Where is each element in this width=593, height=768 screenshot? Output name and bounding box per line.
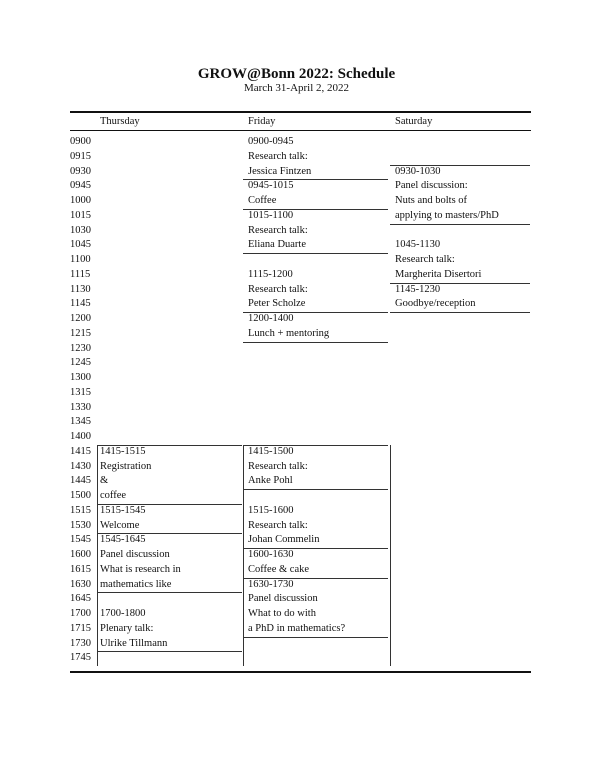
time-label: 1115 bbox=[70, 268, 91, 280]
saturday-event-line: 1045-1130 bbox=[395, 239, 441, 251]
time-label: 0915 bbox=[70, 150, 91, 162]
thursday-event-line: 1515-1545 bbox=[100, 504, 146, 516]
time-label: 0900 bbox=[70, 136, 91, 147]
friday-event-line: Research talk: bbox=[248, 150, 308, 162]
page-title: GROW@Bonn 2022: Schedule bbox=[197, 66, 396, 82]
friday-event-divider bbox=[243, 637, 388, 638]
column-header-thursday: Thursday bbox=[100, 116, 140, 127]
column-header-saturday: Saturday bbox=[395, 116, 433, 127]
page-subtitle: March 31-April 2, 2022 bbox=[243, 82, 350, 94]
time-label: 1030 bbox=[70, 224, 91, 236]
friday-event-line: 1515-1600 bbox=[248, 504, 294, 516]
thursday-block-separator bbox=[97, 592, 242, 593]
time-label: 0945 bbox=[70, 180, 91, 192]
time-label: 1600 bbox=[70, 549, 91, 560]
time-label: 1300 bbox=[70, 372, 91, 383]
saturday-event-line: Nuts and bolts of bbox=[395, 195, 468, 206]
thursday-event-line: Welcome bbox=[100, 519, 140, 531]
saturday-block-separator bbox=[390, 165, 530, 166]
thursday-event-divider bbox=[97, 651, 242, 652]
header-rule bbox=[70, 130, 531, 131]
friday-event-line: 1630-1730 bbox=[248, 578, 294, 590]
time-label: 1745 bbox=[70, 652, 91, 664]
time-label: 1200 bbox=[70, 313, 91, 324]
top-rule bbox=[70, 111, 531, 113]
time-label: 1400 bbox=[70, 431, 91, 442]
saturday-event-line: applying to masters/PhD bbox=[395, 209, 499, 221]
friday-event-divider bbox=[243, 342, 388, 343]
thursday-block-separator bbox=[97, 445, 242, 446]
time-label: 1000 bbox=[70, 195, 91, 206]
thursday-event-line: Registration bbox=[100, 460, 152, 472]
friday-event-divider bbox=[243, 489, 388, 490]
time-label: 1315 bbox=[70, 386, 91, 398]
saturday-event-line: Goodbye/reception bbox=[395, 298, 476, 310]
friday-event-line: 1015-1100 bbox=[248, 209, 294, 221]
saturday-event-line: Research talk: bbox=[395, 254, 455, 265]
saturday-event-line: 0930-1030 bbox=[395, 165, 441, 177]
friday-event-line: 1115-1200 bbox=[248, 268, 293, 280]
time-label: 1615 bbox=[70, 563, 91, 575]
friday-event-line: 0945-1015 bbox=[248, 180, 294, 192]
friday-event-line: 1200-1400 bbox=[248, 313, 294, 324]
friday-event-line: 1415-1500 bbox=[248, 445, 294, 457]
thursday-event-line: 1545-1645 bbox=[100, 534, 146, 546]
time-label: 1445 bbox=[70, 475, 91, 487]
time-label: 1715 bbox=[70, 622, 91, 634]
saturday-event-line: 1145-1230 bbox=[395, 283, 441, 295]
time-label: 1415 bbox=[70, 445, 91, 457]
time-label: 1500 bbox=[70, 490, 91, 501]
friday-event-line: Eliana Duarte bbox=[248, 239, 307, 251]
time-label: 1430 bbox=[70, 460, 91, 472]
friday-event-line: Jessica Fintzen bbox=[248, 165, 312, 177]
friday-block-separator bbox=[243, 445, 388, 446]
friday-event-line: Coffee & cake bbox=[248, 563, 310, 575]
saturday-left-border bbox=[390, 445, 391, 666]
time-label: 1730 bbox=[70, 637, 91, 649]
time-label: 1530 bbox=[70, 519, 91, 531]
time-label: 1215 bbox=[70, 327, 91, 339]
time-label: 1630 bbox=[70, 578, 91, 590]
thursday-event-line: 1700-1800 bbox=[100, 608, 146, 619]
friday-event-line: Anke Pohl bbox=[248, 475, 293, 487]
saturday-event-line: Margherita Disertori bbox=[395, 268, 482, 280]
time-label: 1545 bbox=[70, 534, 91, 546]
column-header-friday: Friday bbox=[248, 116, 276, 127]
thursday-event-line: Panel discussion bbox=[100, 549, 170, 560]
thursday-event-line: & bbox=[100, 475, 109, 487]
time-label: 1645 bbox=[70, 593, 91, 605]
friday-event-line: Research talk: bbox=[248, 224, 308, 236]
time-label: 0930 bbox=[70, 165, 91, 177]
friday-left-border bbox=[243, 445, 244, 666]
friday-event-line: 1600-1630 bbox=[248, 549, 294, 560]
friday-event-line: Johan Commelin bbox=[248, 534, 320, 546]
friday-event-line: Research talk: bbox=[248, 460, 308, 472]
thursday-event-line: mathematics like bbox=[100, 578, 172, 590]
thursday-event-line: What is research in bbox=[100, 563, 181, 575]
thursday-left-border bbox=[97, 445, 98, 666]
thursday-event-line: 1415-1515 bbox=[100, 445, 146, 457]
friday-event-line: Research talk: bbox=[248, 519, 308, 531]
time-label: 1100 bbox=[70, 254, 91, 265]
thursday-event-line: coffee bbox=[100, 490, 127, 501]
time-label: 1330 bbox=[70, 401, 91, 413]
time-label: 1345 bbox=[70, 416, 91, 428]
friday-event-line: Research talk: bbox=[248, 283, 308, 295]
friday-event-line: Lunch + mentoring bbox=[248, 327, 330, 339]
friday-event-line: a PhD in mathematics? bbox=[248, 622, 346, 634]
bottom-rule bbox=[70, 671, 531, 673]
thursday-event-line: Ulrike Tillmann bbox=[100, 637, 168, 649]
friday-event-line: Coffee bbox=[248, 195, 277, 206]
time-label: 1130 bbox=[70, 283, 91, 295]
friday-block-separator bbox=[243, 253, 388, 254]
friday-event-line: Peter Scholze bbox=[248, 298, 306, 310]
friday-event-line: 0900-0945 bbox=[248, 136, 294, 147]
time-label: 1015 bbox=[70, 209, 91, 221]
time-label: 1145 bbox=[70, 298, 91, 310]
friday-event-line: Panel discussion bbox=[248, 593, 318, 605]
time-label: 1230 bbox=[70, 342, 91, 354]
time-label: 1515 bbox=[70, 504, 91, 516]
saturday-block-separator bbox=[390, 224, 530, 225]
time-label: 1045 bbox=[70, 239, 91, 251]
thursday-event-line: Plenary talk: bbox=[100, 622, 154, 634]
time-label: 1245 bbox=[70, 357, 91, 369]
friday-event-line: What to do with bbox=[248, 608, 316, 619]
saturday-event-line: Panel discussion: bbox=[395, 180, 468, 192]
time-label: 1700 bbox=[70, 608, 91, 619]
saturday-event-divider bbox=[390, 312, 530, 313]
